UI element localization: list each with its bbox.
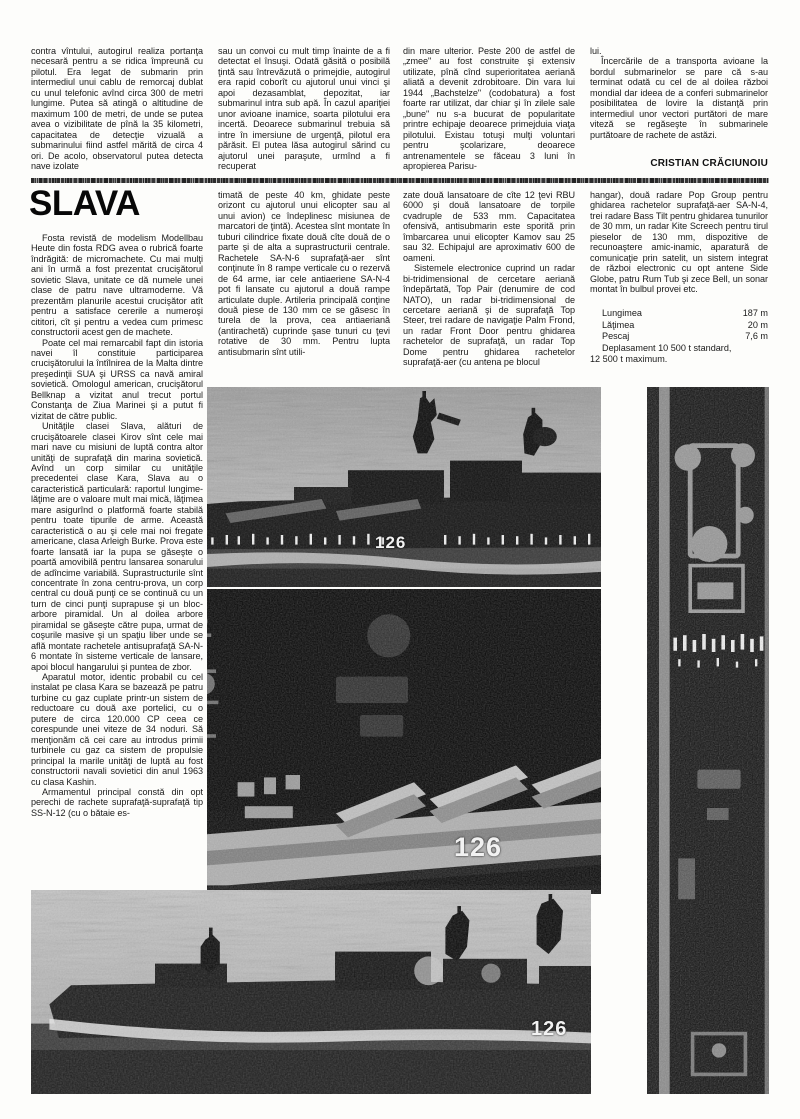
hull-number: 126 — [454, 832, 503, 862]
spec-value: 187 m — [742, 308, 768, 318]
photo-hull-closeup-image — [207, 589, 601, 894]
section-divider-rule — [31, 178, 769, 183]
paragraph: Fosta revistă de modelism Modellbau Heute din fosta RDG avea o rubrică foarte îndrăgită: de micromachete. Cu mai mulţi ani în urmă a fost prezentat crucişătorul sovietic Slava, unitate ce dă numele unei clase de patru nave ultramoderne. Vă prezentăm planurile acestui crucişător atît pentru a satisface cererile a numeroşi cititori, cît şi pentru a vedea cum primesc constructorii acest gen de machete. — [31, 233, 203, 338]
photo-overhead — [647, 387, 769, 1094]
photo-ship-sea — [31, 890, 591, 1094]
spec-row-beam — [590, 320, 768, 332]
spec-label: Lungimea — [602, 308, 642, 318]
photo-overhead-image — [647, 387, 769, 1094]
spec-row-draft — [590, 331, 768, 343]
main-article-column-1 — [31, 233, 203, 818]
top-article-column-3 — [403, 46, 575, 171]
paragraph: contra vîntului, autogirul realiza portanţa necesară pentru a se ridica împreună cu pilotul. Era legat de submarin prin intermediul unui cablu de remorcaj dublat cu unul telefonic avînd circa 300 de metri lungime. Putea să atingă o altitudine de maximum 100 de metri, de unde se putea avea o vizibilitate de pînă la 35 kilometri, capacitatea de detecţie vizuală a submarinului fiind astfel mărită de circa 4 ori. De acolo, observatorul putea detecta nave izolate — [31, 46, 203, 171]
spec-label: Pescaj — [602, 331, 630, 342]
article-byline: CRISTIAN CRĂCIUNOIU — [650, 158, 768, 169]
paragraph: Aparatul motor, identic probabil cu cel instalat pe clasa Kara se bazează pe patru turbine cu gaz cuplate printr-un sistem de reductoare cu două axe portelici, cu o putere de circa 120.000 CP ceea ce corespunde unei viteze de 34 noduri. Să menţionăm că cei care au introdus primii turbinele cu gaz ca sistem de propulsie principal la marile unităţi de luptă au fost constructorii navali sovietici din anul 1963 cu clasa Kashin. — [31, 672, 203, 787]
spec-label: Lăţimea — [602, 319, 635, 330]
spec-row-length — [590, 308, 768, 320]
hull-number: 126 — [531, 1018, 568, 1040]
top-article-column-2 — [218, 46, 390, 171]
paragraph: timată de peste 40 km, ghidate peste orizont cu ajutorul unui elicopter sau al unui avion) ce îndeplinesc misiunea de marcatori de ţintă). Acestea sînt montate în tuburi cilindrice fixate două cîte două de o parte şi de alta a suprastructurii centrale. Rachetele SA-N-6 suprafaţă-aer sînt conţinute în 8 rampe verticale cu o rezervă de 64 arme, iar cele antiaeriene SA-N-4 pot fi lansate cu ajutorul a două rampe articulate duple. Artileria principală conţine două piese de 130 mm ce se găsesc în turela de la prova, cea antiaeriană (antirachetă) cuprinde şase tunuri cu ţevi rotative de 30 mm. Pentru lupta antisubmarin sînt utili- — [218, 190, 390, 357]
paragraph: din mare ulterior. Peste 200 de astfel de „zmee" au fost construite şi extensiv utilizate, pînă cînd superioritatea aeriană aliată a devenit zdrobitoare. Din vara lui 1944 „Bachstelze" (codobatura) a fost foarte rar utilizat, dar chiar şi în zilele sale „bune" nu s-a bucurat de popularitate printre echipaje deoarece primejduia viaţa pilotului. Existau totuşi mulţi voluntari pentru şcolarizare, deoarece antrenamentele se făceau 3 luni în apropierea Parisu- — [403, 46, 575, 171]
specifications-block — [590, 308, 768, 366]
spec-displacement-line-1: Deplasament 10 500 t standard, — [602, 342, 732, 353]
photo-ship-underway — [207, 387, 601, 587]
page-title: SLAVA — [29, 184, 140, 223]
paragraph: sau un convoi cu mult timp înainte de a fi detectat el însuşi. Odată găsită o posibilă ţintă sau întrevăzută o primejdie, autogirul era rapid coborît cu ajutorul unui vinci şi apoi dezasamblat, depozitat, iar submarinul intra sub apă. În cazul apariţiei unor avioane inamice, soarta pilotului era incertă. Deoarece submarinul trebuia să intre în imersiune de urgenţă, pilotul era părăsit. El putea lăsa autogirul sărind cu ajutorul unei paraşute, urmînd a fi recuperat — [218, 46, 390, 171]
photo-ship-sea-image — [31, 890, 591, 1094]
paragraph: Poate cel mai remarcabil fapt din istoria navei îl constituie participarea crucişătorului la întîlnirea de la Malta dintre preşedinţii SUA şi URSS ca navă amiral sovietică. Omologul american, crucişătorul Bellknap a vizitat anul trecut portul Constanţa de Ziua Marinei şi a putut fi vizitat de către public. — [31, 337, 203, 421]
hull-number: 126 — [375, 533, 407, 552]
paragraph: Armamentul principal constă din opt perechi de rachete suprafaţă-suprafaţă tip SS-N-12 (cu o bătaie es- — [31, 787, 203, 818]
spec-displacement-line-2: 12 500 t maximum. — [590, 354, 668, 365]
paragraph: hangar), două radare Pop Group pentru ghidarea rachetelor suprafaţă-aer SA-N-4, trei radare Bass Tilt pentru ghidarea tunurilor de 30 mm, un radar Kite Screech pentru tirul pieselor de 130 mm, dispozitive de recunoaştere amic-inamic, aparatură de comunicaţie prin satelit, un sistem integrat de război electronic cu opt antene Side Globe, patru Rum Tub şi zece Bell, un sonar montat în bulbul provei etc. — [590, 190, 768, 295]
photo-ship-underway-image — [207, 387, 601, 587]
top-article-column-4 — [590, 46, 768, 140]
paragraph: zate două lansatoare de cîte 12 ţevi RBU 6000 şi două lansatoare de torpile cvadruple de 533 mm. Capacitatea ofensivă, antisubmarin este sporită prin îmbarcarea unui elicopter Kamov sau 25 sau 32. Echipajul are aproximativ 600 de oameni. — [403, 190, 575, 263]
paragraph: lui. — [590, 46, 602, 56]
top-article-column-1 — [31, 46, 203, 171]
paragraph: Unităţile clasei Slava, alături de crucişătoarele clasei Kirov sînt cele mai mari nave cu misiuni de luptă contra altor unităţi de suprafaţă din marina sovietică. Avînd un corp similar cu unităţile precedentei clase Kara, Slava au o caracteristică particulară: raportul lungime-lăţime are o valoare mult mai mică, lăţimea mare asigurînd o platformă foarte stabilă pentru toate tipurile de arme. Această caracteristică o au şi cele mai noi fregate americane, clasa Arleigh Burke. Prova este foarte lansată iar la pupa se găseşte o poartă amovibilă pentru lansarea sonarului de adîncime variabilă. Suprastructurile sînt concentrate în zona centru-prova, un corp central cu două punţi ce se continuă cu un turn de cinci punţi suprapuse şi un bloc-arbore piramidal. Un al doilea arbore piramidal se găseşte către pupa, urmat de coşurile masive şi un spaţiu liber unde se află montate rachetele antisuprafaţă SA-N-6 montate în sisteme verticale de lansare, apoi blocul hangarului şi puntea de zbor. — [31, 421, 203, 672]
main-article-column-2 — [218, 190, 390, 357]
photo-hull-closeup — [207, 589, 601, 894]
spec-row-displacement — [590, 343, 768, 366]
spec-value: 7,6 m — [745, 331, 768, 342]
paragraph: Sistemele electronice cuprind un radar bi-tridimensional de cercetare aeriană îndepărtată, Top Pair (denumire de cod NATO), un radar bi-tridimensional de cercetare aeriană şi de suprafaţă Top Steer, trei radare de navigaţie Palm Frond, un radar Front Door pentru ghidarea rachetelor de suprafaţă, un radar Top Dome pentru ghidarea rachetelor suprafaţă-aer (cu antena pe blocul — [403, 263, 575, 368]
main-article-column-3 — [403, 190, 575, 368]
spec-value: 20 m — [747, 319, 768, 330]
paragraph: Încercările de a transporta avioane la bordul submarinelor se pare că s-au terminat odată cu cel de al doilea război mondial dar ideea de a conferi submarinelor posibilitatea de lovire la distanţă prin intermediul unor vectori purtători de mare viteză se regăseşte în submarinele purtătoare de rachete de astăzi. — [590, 56, 768, 140]
main-article-column-4 — [590, 190, 768, 295]
